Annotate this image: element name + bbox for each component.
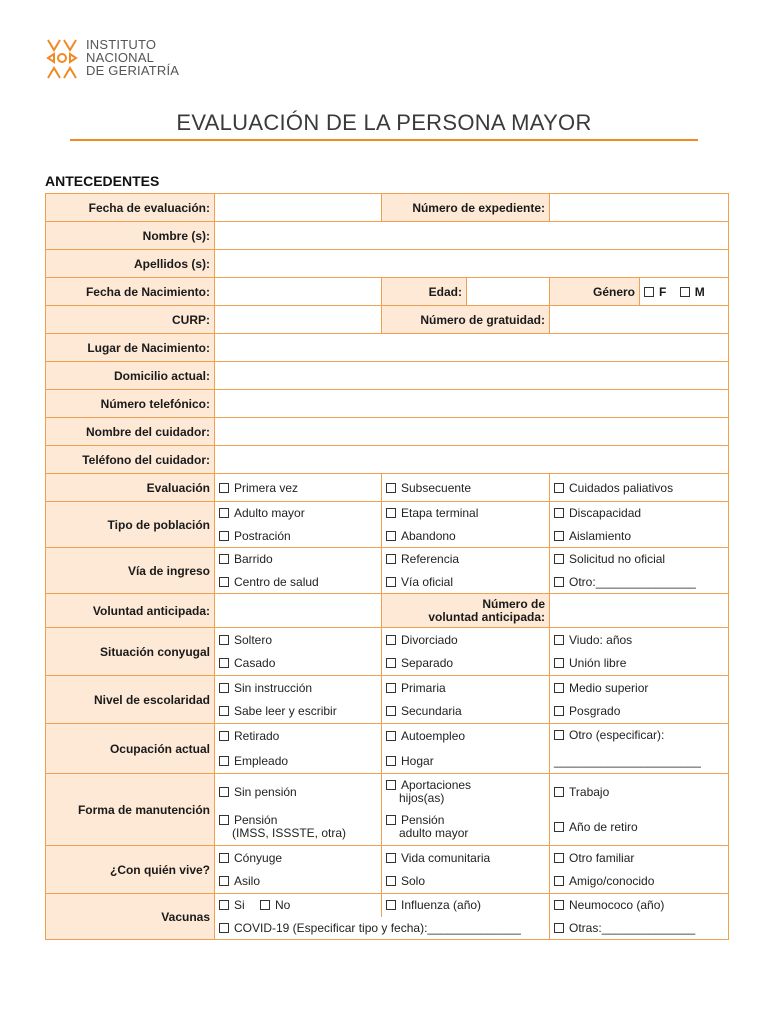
option-divorciado[interactable] [382,628,550,652]
row-fecha-evaluacion [46,194,729,222]
checkbox-icon [386,900,396,910]
option-label: Casado [234,656,276,671]
checkbox-icon [219,923,229,933]
option-label: Otro (especificar): [569,728,665,742]
fecha-nacimiento-field[interactable] [215,278,382,306]
option-union-libre[interactable] [550,652,729,676]
option-subsecuente[interactable] [382,474,550,502]
option-vida-comunitaria[interactable] [382,846,550,870]
genero-options [640,278,729,306]
checkbox-icon [554,483,564,493]
checkbox-icon [554,787,564,797]
checkbox-icon [386,876,396,886]
ocupacion-otro-line: ______________________ [554,754,701,768]
option-label: Unión libre [569,656,627,671]
page-title: EVALUACIÓN DE LA PERSONA MAYOR [176,110,592,135]
option-label: Asilo [234,874,261,889]
option-label: Pensión [401,813,445,828]
row-lugar-nacimiento [46,334,729,362]
label-via-ingreso: Vía de ingreso [46,548,215,594]
option-label: Secundaria [401,704,462,719]
checkbox-icon [386,483,396,493]
voluntad-field[interactable] [215,594,382,628]
org-line-2: NACIONAL [86,50,155,65]
option-hogar[interactable] [382,749,550,774]
label-escolaridad: Nivel de escolaridad [46,676,215,724]
option-trabajo[interactable] [550,774,729,810]
checkbox-icon [219,876,229,886]
checkbox-icon [644,287,654,297]
curp-field[interactable] [215,306,382,334]
option-label: Si [234,898,245,913]
option-referencia[interactable] [382,548,550,571]
org-line-1: INSTITUTO [86,37,157,52]
institute-logo [44,36,244,84]
row-telefono [46,390,729,418]
label-manutencion: Forma de manutención [46,774,215,846]
option-label: Viudo: años [569,632,633,647]
checkbox-icon [554,683,564,693]
option-vacuna-no[interactable] [260,898,290,912]
apellidos-field[interactable] [215,250,729,278]
numero-expediente-field[interactable] [550,194,729,222]
option-solo[interactable] [382,870,550,894]
checkbox-icon [386,531,396,541]
checkbox-icon [219,635,229,645]
checkbox-icon [554,822,564,832]
option-secundaria[interactable] [382,700,550,724]
option-neumococo[interactable] [550,894,729,917]
option-label: Primaria [401,680,446,695]
checkbox-icon [219,815,229,825]
fecha-evaluacion-field[interactable] [215,194,382,222]
checkbox-icon [554,853,564,863]
label-vacunas: Vacunas [46,894,215,940]
option-label: Centro de salud [234,574,319,589]
domicilio-field[interactable] [215,362,729,390]
option-label: Otras:______________ [569,920,696,935]
genero-f-option[interactable] [644,285,666,299]
checkbox-icon [386,853,396,863]
option-soltero[interactable] [215,628,382,652]
checkbox-icon [554,635,564,645]
option-label: Solicitud no oficial [569,552,666,567]
checkbox-icon [554,577,564,587]
checkbox-icon [219,554,229,564]
row-nombre [46,222,729,250]
org-name [86,38,179,77]
label-situacion: Situación conyugal [46,628,215,676]
option-label: Vida comunitaria [401,850,491,865]
option-ocupacion-otro[interactable] [550,724,729,774]
checkbox-icon [554,554,564,564]
option-sin-instruccion[interactable] [215,676,382,700]
label-ocupacion: Ocupación actual [46,724,215,774]
option-label: Empleado [234,753,289,768]
option-label: Abandono [401,528,456,543]
row-curp [46,306,729,334]
row-fecha-nacimiento [46,278,729,306]
option-label: Año de retiro [569,820,638,835]
option-label: Barrido [234,552,273,567]
checkbox-icon [386,706,396,716]
checkbox-icon [219,683,229,693]
option-cuidados-paliativos[interactable] [550,474,729,502]
label-telefono-cuidador: Teléfono del cuidador: [46,446,215,474]
label-numero-voluntad [382,594,550,628]
option-label: Sabe leer y escribir [234,704,337,719]
row-situacion-1 [46,628,729,652]
option-label: Vía oficial [401,574,454,589]
option-aislamiento[interactable] [550,525,729,548]
option-label: Retirado [234,729,280,744]
checkbox-icon [554,900,564,910]
checkbox-icon [219,531,229,541]
option-pension-adulto-mayor[interactable] [382,810,550,846]
vacunas-si-no [215,894,382,917]
option-etapa-terminal[interactable] [382,502,550,525]
option-viudo[interactable] [550,628,729,652]
option-conyuge[interactable] [215,846,382,870]
option-label: Solo [401,874,426,889]
label-fecha-evaluacion: Fecha de evaluación: [46,194,215,222]
option-pension[interactable] [215,810,382,846]
section-heading: ANTECEDENTES [45,173,160,189]
option-label: Posgrado [569,704,621,719]
row-escolaridad-1 [46,676,729,700]
option-sabe-leer[interactable] [215,700,382,724]
checkbox-icon [219,508,229,518]
label-curp: CURP: [46,306,215,334]
option-postracion[interactable] [215,525,382,548]
option-label: Sin pensión [234,784,297,799]
checkbox-icon [554,923,564,933]
option-label: Trabajo [569,784,610,799]
checkbox-icon [554,531,564,541]
row-poblacion-1 [46,502,729,525]
option-aportaciones-hijos[interactable] [382,774,550,810]
checkbox-icon [554,706,564,716]
label-numero-gratuidad: Número de gratuidad: [382,306,550,334]
option-label: Postración [234,528,291,543]
label-lugar-nacimiento: Lugar de Nacimiento: [46,334,215,362]
row-via-1 [46,548,729,571]
option-via-oficial[interactable] [382,571,550,594]
option-label-line-2: (IMSS, ISSSTE, otra) [232,826,347,841]
option-label: Divorciado [401,632,458,647]
checkbox-icon [386,731,396,741]
checkbox-icon [219,756,229,766]
row-ocupacion-1 [46,724,729,749]
lugar-nacimiento-field[interactable] [215,334,729,362]
option-via-otro[interactable] [550,571,729,594]
label-edad: Edad: [382,278,467,306]
checkbox-icon [386,554,396,564]
option-label: Adulto mayor [234,506,305,521]
nombre-field[interactable] [215,222,729,250]
checkbox-icon [554,876,564,886]
telefono-field[interactable] [215,390,729,418]
option-casado[interactable] [215,652,382,676]
option-label: Otro familiar [569,850,635,865]
option-influenza[interactable] [382,894,550,917]
checkbox-icon [386,658,396,668]
option-otro-familiar[interactable] [550,846,729,870]
genero-m-option[interactable] [680,285,705,299]
option-adulto-mayor[interactable] [215,502,382,525]
option-label: Subsecuente [401,480,472,495]
telefono-cuidador-field[interactable] [215,446,729,474]
title-divider [70,139,698,141]
option-autoempleo[interactable] [382,724,550,749]
option-label: No [275,898,291,913]
checkbox-icon [219,900,229,910]
option-solicitud-no-oficial[interactable] [550,548,729,571]
checkbox-icon [386,815,396,825]
checkbox-icon [219,731,229,741]
option-empleado[interactable] [215,749,382,774]
option-discapacidad[interactable] [550,502,729,525]
row-domicilio [46,362,729,390]
checkbox-icon [219,577,229,587]
row-vacunas-1 [46,894,729,917]
antecedentes-form [45,193,729,940]
checkbox-icon [219,658,229,668]
option-label: Neumococo (año) [569,898,665,913]
option-label: Influenza (año) [401,898,482,913]
option-posgrado[interactable] [550,700,729,724]
label-line-1: Número de [482,596,546,611]
option-label: Amigo/conocido [569,874,655,889]
option-label: Discapacidad [569,506,642,521]
label-cuidador: Nombre del cuidador: [46,418,215,446]
option-label: Sin instrucción [234,680,313,695]
label-con-quien-vive: ¿Con quién vive? [46,846,215,894]
row-manutencion-1 [46,774,729,810]
checkbox-icon [386,577,396,587]
row-vive-1 [46,846,729,870]
option-ano-retiro[interactable] [550,810,729,846]
checkbox-icon [386,780,396,790]
checkbox-icon [386,635,396,645]
option-abandono[interactable] [382,525,550,548]
checkbox-icon [680,287,690,297]
option-label: Otro:_______________ [569,574,696,589]
option-label: Hogar [401,753,434,768]
option-vacuna-si[interactable] [219,898,245,912]
row-evaluacion [46,474,729,502]
option-label: Soltero [234,632,273,647]
option-label: Primera vez [234,480,299,495]
option-otras[interactable] [550,917,729,940]
option-label: Autoempleo [401,729,466,744]
option-sin-pension[interactable] [215,774,382,810]
option-label: Pensión [234,813,278,828]
cuidador-field[interactable] [215,418,729,446]
option-centro-salud[interactable] [215,571,382,594]
label-domicilio: Domicilio actual: [46,362,215,390]
option-label-line-2: adulto mayor [399,826,469,841]
option-label-line-2: hijos(as) [399,790,445,805]
label-genero: Género [550,278,640,306]
numero-gratuidad-field[interactable] [550,306,729,334]
option-label: Aportaciones [401,777,472,792]
checkbox-icon [386,508,396,518]
logo-mark-icon [44,36,84,82]
checkbox-icon [554,508,564,518]
option-label: Etapa terminal [401,506,479,521]
label-telefono: Número telefónico: [46,390,215,418]
option-label: Aislamiento [569,528,632,543]
genero-f-label: F [659,284,667,299]
numero-voluntad-field[interactable] [550,594,729,628]
label-tipo-poblacion: Tipo de población [46,502,215,548]
option-primera-vez[interactable] [215,474,382,502]
label-nombre: Nombre (s): [46,222,215,250]
org-line-3: DE GERIATRÍA [86,63,180,78]
edad-field[interactable] [467,278,550,306]
option-label: Cuidados paliativos [569,480,674,495]
label-numero-expediente: Número de expediente: [382,194,550,222]
row-apellidos [46,250,729,278]
label-voluntad: Voluntad anticipada: [46,594,215,628]
option-amigo-conocido[interactable] [550,870,729,894]
option-covid[interactable] [215,917,550,940]
label-fecha-nacimiento: Fecha de Nacimiento: [46,278,215,306]
option-separado[interactable] [382,652,550,676]
checkbox-icon [219,706,229,716]
checkbox-icon [219,483,229,493]
option-medio-superior[interactable] [550,676,729,700]
option-barrido[interactable] [215,548,382,571]
option-label: Referencia [401,552,460,567]
option-primaria[interactable] [382,676,550,700]
option-asilo[interactable] [215,870,382,894]
checkbox-icon [554,658,564,668]
checkbox-icon [219,853,229,863]
row-cuidador [46,418,729,446]
option-label: Separado [401,656,454,671]
checkbox-icon [386,683,396,693]
checkbox-icon [554,730,564,740]
label-evaluacion: Evaluación [46,474,215,502]
checkbox-icon [260,900,270,910]
option-label: COVID-19 (Especificar tipo y fecha):______________ [234,920,521,935]
option-label: Medio superior [569,680,649,695]
option-label: Cónyuge [234,850,283,865]
row-voluntad [46,594,729,628]
genero-m-label: M [694,284,705,299]
label-apellidos: Apellidos (s): [46,250,215,278]
checkbox-icon [219,787,229,797]
row-telefono-cuidador [46,446,729,474]
label-line-2: voluntad anticipada: [428,609,546,624]
option-retirado[interactable] [215,724,382,749]
checkbox-icon [386,756,396,766]
